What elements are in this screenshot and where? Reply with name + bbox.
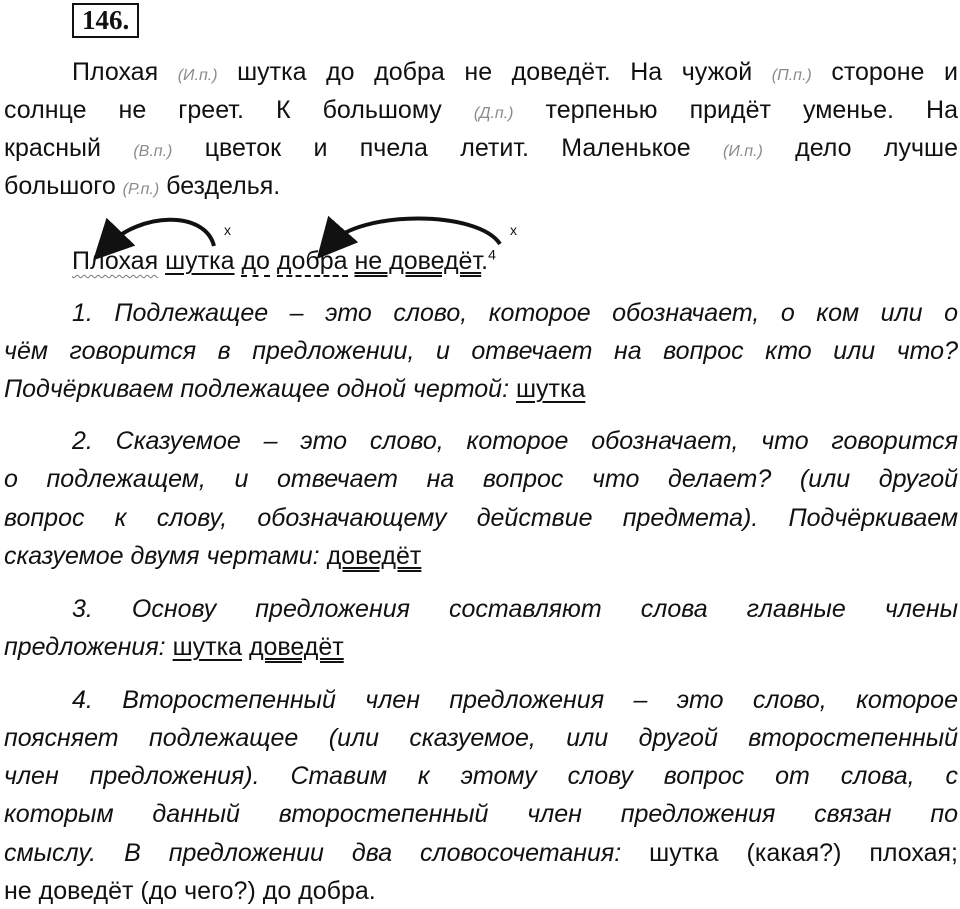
word-attribute: Плохая [72,247,159,275]
text: Подчёркиваем подлежащее одной чертой: [4,375,510,403]
text: Плохая [72,58,159,86]
subject-example: шутка [515,375,586,403]
arrow-2 [330,219,500,245]
predicate-example: доведёт [326,542,422,570]
dependent-mark-2: х [510,222,517,238]
arrow-1 [107,220,214,246]
text: 4. Второстепенный член предложения – это слово, которое [72,686,958,714]
text: цветок и пчела летит. Маленькое [204,134,691,162]
text: член предложения). Ставим к этому слову вопрос от слова, с [4,762,958,790]
case-label: (П.п.) [771,67,812,84]
text: сказуемое двумя чертами: [4,542,320,570]
p2-line-3 [4,503,958,533]
footnote-mark: 4 [488,246,496,263]
text: большого [4,172,116,200]
text: безделья. [166,172,281,200]
p2-line-2 [4,464,958,494]
p2-line-4 [4,541,958,571]
case-label: (И.п.) [722,143,763,160]
period: . [481,247,489,275]
text: дело лучше [795,134,958,162]
proverb-line-3 [4,133,958,167]
text: 2. Сказуемое – это слово, которое обозначает, что говорится [72,427,958,455]
dependent-mark-1: х [224,222,231,238]
text: о подлежащем, и отвечает на вопрос что делает? (или другой [4,465,958,493]
p4-line-5 [4,838,958,868]
text: не доведёт (до чего?) до добра. [4,877,376,905]
p4-line-1 [4,685,958,715]
text: чём говорится в предложении, и отвечает на вопрос кто или что? [4,337,958,365]
text: вопрос к слову, обозначающему действие предмета). Подчёркиваем [4,504,958,532]
case-label: (Р.п.) [122,181,160,198]
text: шутка (какая?) плохая; [649,839,958,867]
p3-line-1 [4,594,958,624]
word-subject: шутка [165,247,235,275]
analyzed-sentence [72,246,872,276]
p2-line-1 [4,426,958,456]
p3-line-2 [4,632,958,662]
p4-line-2 [4,723,958,753]
text: поясняет подлежащее (или сказуемое, или другой второстепенный [4,724,958,752]
proverb-line-1 [4,57,958,91]
text: шутка до добра не доведёт. На чужой [237,58,753,86]
case-label: (В.п.) [133,143,173,160]
text: 3. Основу предложения составляют слова главные члены [72,595,958,623]
p4-line-4 [4,799,958,829]
proverb-line-2 [4,95,958,129]
text: 1. Подлежащее – это слово, которое обозначает, о ком или о [72,299,958,327]
p4-line-6 [4,876,958,906]
text: стороне и [831,58,958,86]
text: красный [4,134,101,162]
case-label: (И.п.) [177,67,218,84]
word-object-prep: до [241,247,270,275]
p1-line-1 [4,298,958,328]
p4-line-3 [4,761,958,791]
case-label: (Д.п.) [473,105,514,122]
exercise-number: 146. [72,3,139,38]
word-object: добра [276,247,348,275]
p1-line-2 [4,336,958,366]
text: солнце не греет. К большому [4,96,442,124]
p1-line-3 [4,374,958,404]
text: терпенью придёт уменье. На [545,96,958,124]
proverb-line-4 [4,171,958,205]
base-predicate: доведёт [248,633,344,661]
text: предложения: [4,633,166,661]
text: смыслу. В предложении два словосочетания: [4,839,622,867]
word-predicate: не доведёт [354,247,482,275]
base-subject: шутка [172,633,242,661]
text: которым данный второстепенный член предложения связан по [4,800,958,828]
